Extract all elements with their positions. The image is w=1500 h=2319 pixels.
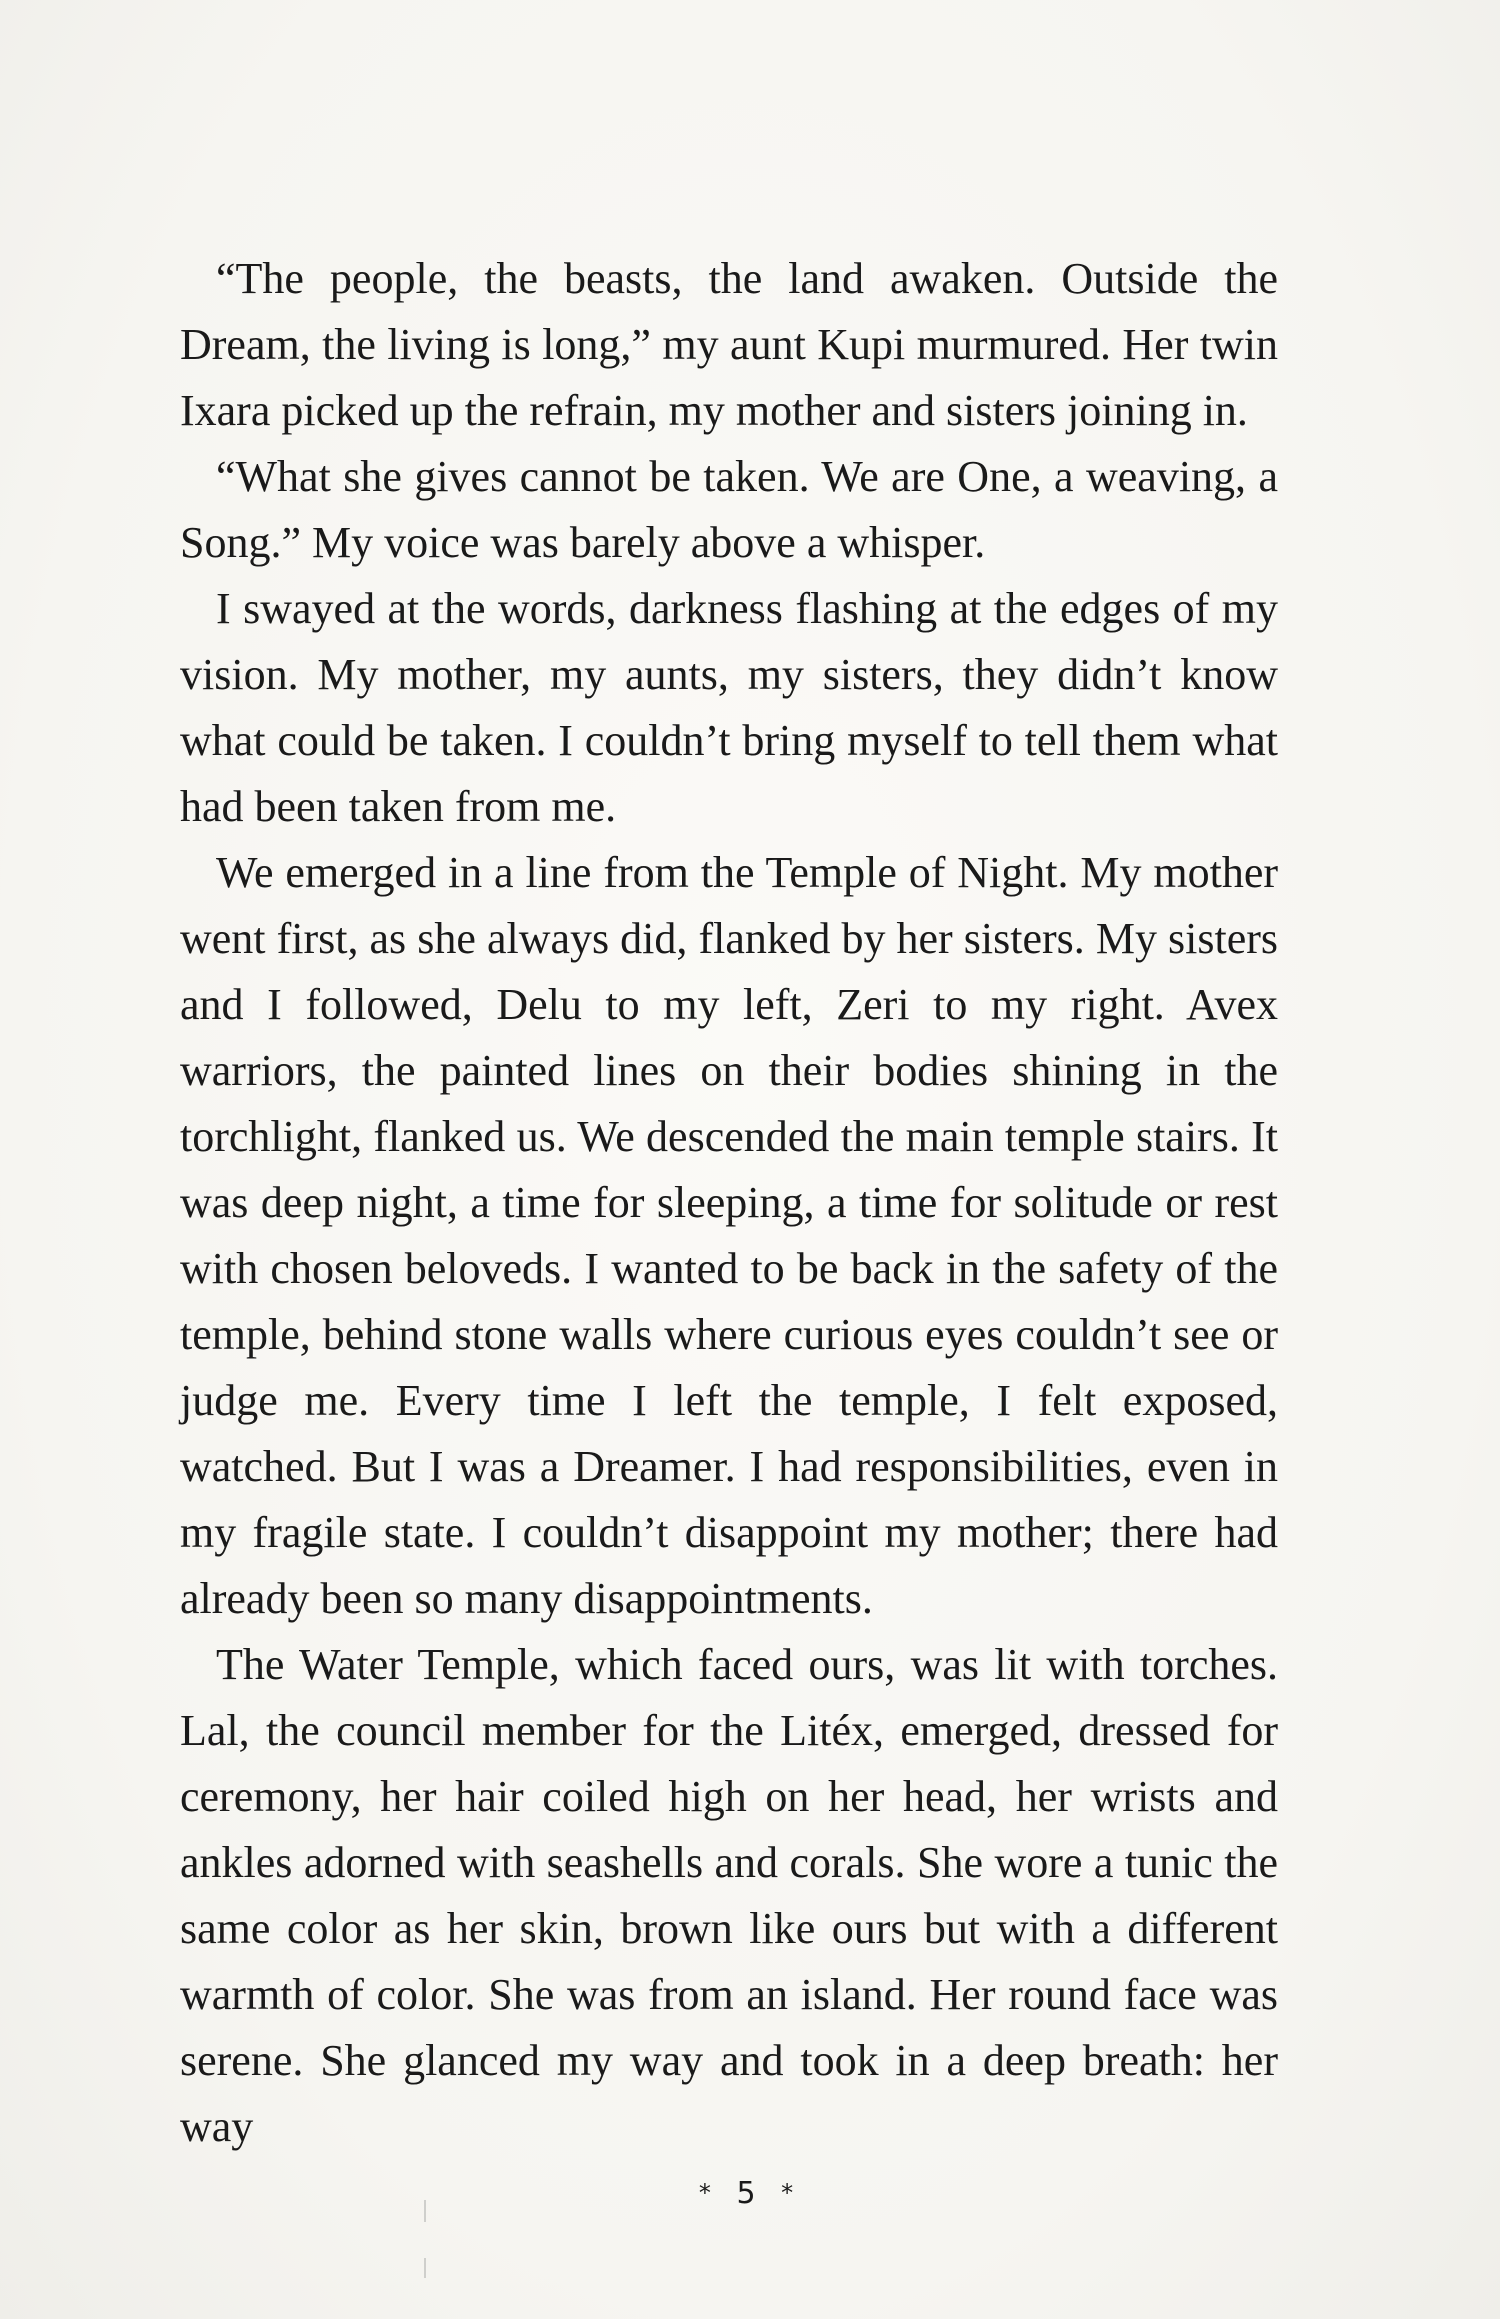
ornament-star-icon: * — [781, 2179, 802, 2207]
paragraph: “What she gives cannot be taken. We are One, a weaving, a Song.” My voice was barely above a whisper. — [180, 452, 1278, 567]
page-number: 5 — [736, 2176, 764, 2211]
paragraph: We emerged in a line from the Temple of Night. My mother went first, as she always did, flanked by her sisters. My sisters and I followed, Delu to my left, Zeri to my right. Avex warriors, the painted lines on their bodies shining in the torchlight, flanked us. We descended the main temple stairs. It was deep night, a time for sleeping, a time for solitude or rest with chosen beloveds. I wanted to be back in the safety of the temple, behind stone walls where curious eyes couldn’t see or judge me. Every time I left the temple, I felt exposed, watched. But I was a Dreamer. I had responsibilities, even in my fragile state. I couldn’t disappoint my mother; there had already been so many disappointments. — [180, 848, 1278, 1623]
paragraph: “The people, the beasts, the land awaken. Outside the Dream, the living is long,” my aunt Kupi murmured. Her twin Ixara picked up the refrain, my mother and sisters joining in. — [180, 254, 1278, 435]
paragraph: The Water Temple, which faced ours, was lit with torches. Lal, the council member for the Litéx, emerged, dressed for ceremony, her hair coiled high on her head, her wrists and ankles adorned with seashells and corals. She wore a tunic the same color as her skin, brown like ours but with a different warmth of color. She was from an island. Her round face was serene. She glanced my way and took in a deep breath: her way — [180, 1640, 1278, 2151]
scan-speck — [424, 2258, 426, 2278]
page-number-footer — [0, 2176, 1500, 2211]
body-text — [180, 246, 1278, 2160]
ornament-star-icon: * — [698, 2179, 719, 2207]
paragraph: I swayed at the words, darkness flashing at the edges of my vision. My mother, my aunts, my sisters, they didn’t know what could be taken. I couldn’t bring myself to tell them what had been taken from me. — [180, 584, 1278, 831]
